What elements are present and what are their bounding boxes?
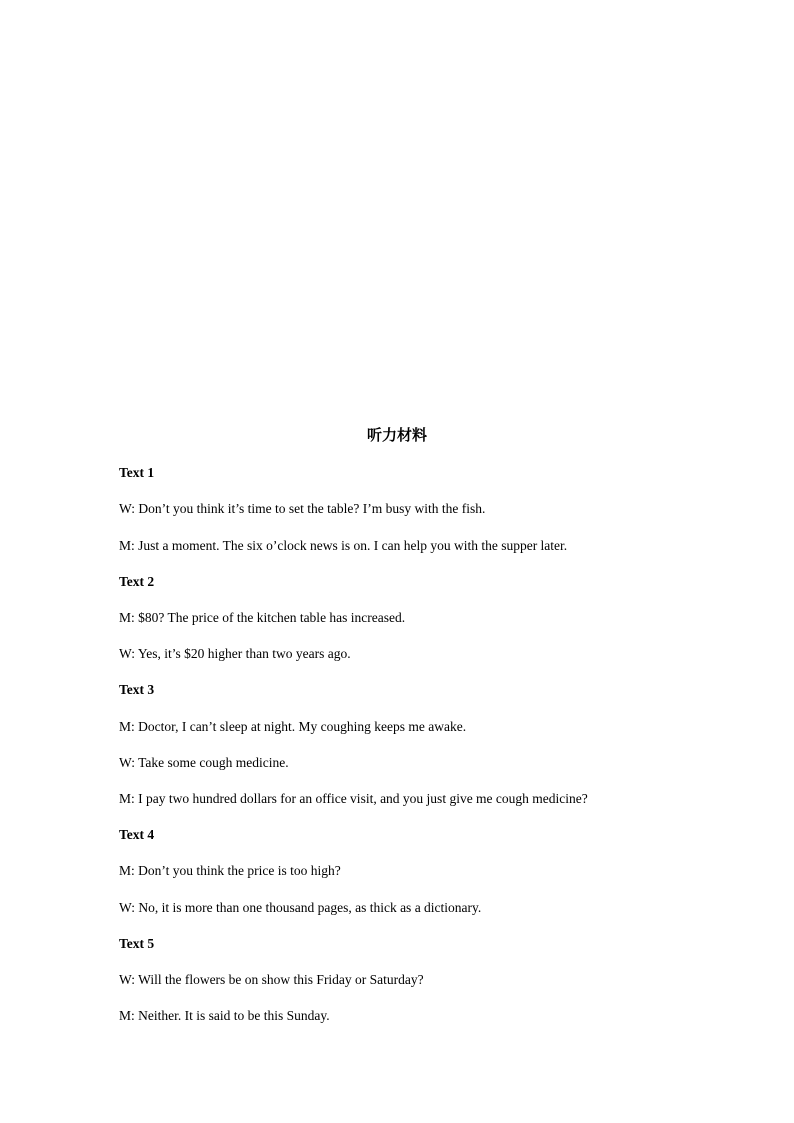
section-heading-text-1: Text 1: [119, 465, 155, 480]
dialogue-line: W: Will the flowers be on show this Friday or Saturday?: [119, 972, 424, 987]
dialogue-line: W: Yes, it’s $20 higher than two years ago.: [119, 646, 351, 661]
dialogue-line: M: Don’t you think the price is too high?: [119, 863, 341, 878]
dialogue-line: M: Just a moment. The six o’clock news is on. I can help you with the supper later.: [119, 538, 568, 553]
document-title: 听力材料: [366, 426, 427, 444]
dialogue-line: W: Don’t you think it’s time to set the table? I’m busy with the fish.: [119, 501, 486, 516]
section-heading-text-3: Text 3: [119, 682, 155, 697]
dialogue-line: M: Neither. It is said to be this Sunday.: [119, 1008, 330, 1023]
dialogue-line: W: No, it is more than one thousand pages, as thick as a dictionary.: [119, 900, 482, 915]
dialogue-line: W: Take some cough medicine.: [119, 755, 289, 770]
section-heading-text-5: Text 5: [119, 936, 155, 951]
dialogue-line: M: $80? The price of the kitchen table has increased.: [119, 610, 406, 625]
dialogue-line: M: I pay two hundred dollars for an office visit, and you just give me cough medicine?: [119, 791, 588, 806]
section-heading-text-2: Text 2: [119, 574, 155, 589]
section-heading-text-4: Text 4: [119, 827, 155, 842]
dialogue-line: M: Doctor, I can’t sleep at night. My coughing keeps me awake.: [119, 719, 467, 734]
